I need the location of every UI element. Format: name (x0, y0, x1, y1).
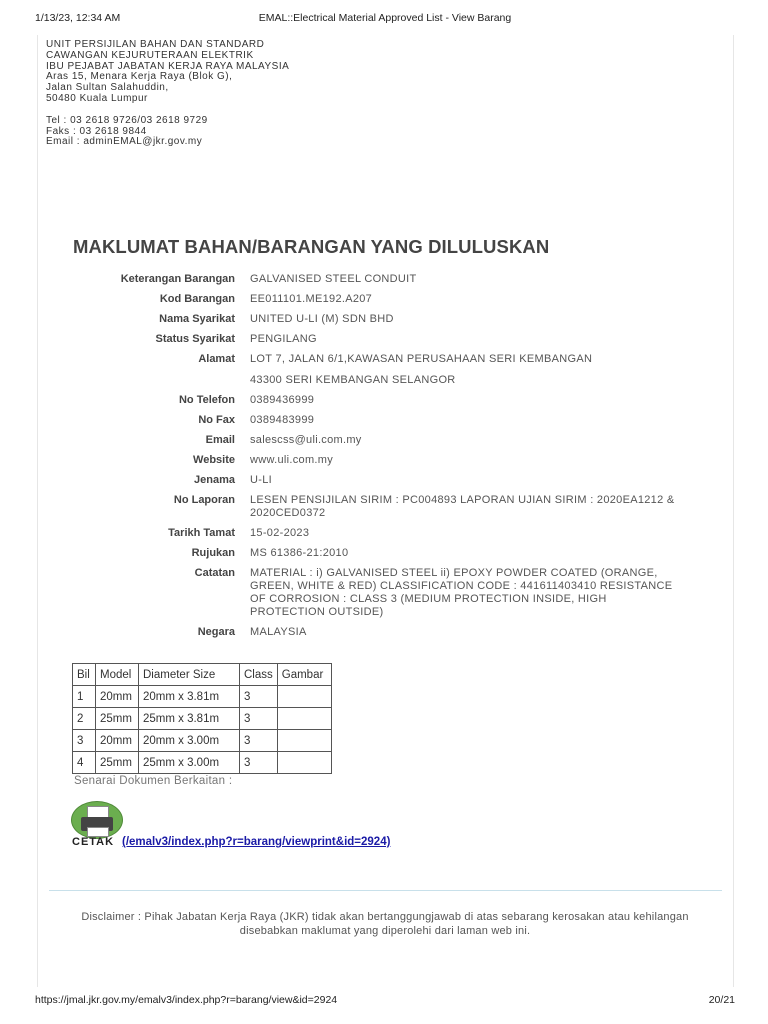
print-link[interactable]: (/emalv3/index.php?r=barang/viewprint&id=2924) (122, 836, 391, 848)
org-line: Jalan Sultan Salahuddin, (46, 82, 169, 94)
detail-row-keterangan (60, 273, 690, 286)
detail-row-email (60, 434, 690, 447)
column-header: Class (240, 664, 278, 686)
detail-label: Keterangan Barangan (120, 273, 235, 285)
table-row (73, 730, 332, 752)
table-cell (277, 708, 331, 730)
org-line: Aras 15, Menara Kerja Raya (Blok G), (46, 71, 233, 83)
table-cell: 25mm x 3.00m (139, 752, 240, 774)
column-header: Model (96, 664, 139, 686)
org-line: IBU PEJABAT JABATAN KERJA RAYA MALAYSIA (46, 60, 290, 72)
detail-row-status (60, 333, 690, 346)
table-cell: 3 (240, 730, 278, 752)
table-row (73, 686, 332, 708)
print-label: CETAK (72, 836, 115, 848)
detail-row-telefon (60, 394, 690, 407)
detail-value: GALVANISED STEEL CONDUIT (250, 273, 417, 285)
page-title: MAKLUMAT BAHAN/BARANGAN YANG DILULUSKAN (73, 236, 550, 257)
detail-value: MS 61386-21:2010 (250, 547, 349, 559)
column-header: Bil (73, 664, 96, 686)
detail-row-fax (60, 414, 690, 427)
detail-label: Nama Syarikat (159, 313, 235, 325)
detail-value: LESEN PENSIJILAN SIRIM : PC004893 LAPORAN UJIAN SIRIM : 2020EA1212 & 2020CED0372 (250, 494, 675, 519)
detail-value (235, 353, 680, 387)
detail-value: PENGILANG (250, 333, 317, 345)
print-button[interactable] (71, 801, 123, 849)
table-cell (277, 686, 331, 708)
table-cell: 4 (73, 752, 96, 774)
table-header-row (73, 664, 332, 686)
disclaimer-line: Disclaimer : Pihak Jabatan Kerja Raya (JKR) tidak akan bertanggungjawab di atas sebarang kerosakan atau kehilangan (81, 911, 689, 923)
printer-icon (71, 801, 123, 839)
detail-row-rujukan (60, 547, 690, 560)
detail-value: salescss@uli.com.my (250, 434, 362, 446)
detail-value: 0389483999 (250, 414, 315, 426)
org-fax: Faks : 03 2618 9844 (46, 125, 147, 137)
detail-label: Catatan (194, 567, 235, 579)
table-cell: 25mm (96, 708, 139, 730)
detail-value: UNITED U-LI (M) SDN BHD (250, 313, 394, 325)
table-cell: 3 (240, 752, 278, 774)
table-row (73, 708, 332, 730)
detail-value: EE011101.ME192.A207 (250, 293, 373, 305)
table-cell: 20mm x 3.00m (139, 730, 240, 752)
detail-label: No Laporan (173, 494, 235, 506)
address-line-1: LOT 7, JALAN 6/1,KAWASAN PERUSAHAAN SERI KEMBANGAN (250, 353, 593, 365)
detail-row-laporan (60, 494, 690, 520)
detail-row-kod (60, 293, 690, 306)
column-header: Diameter Size (139, 664, 240, 686)
detail-label: Alamat (198, 353, 235, 365)
table-cell: 25mm x 3.81m (139, 708, 240, 730)
model-table (72, 663, 332, 774)
table-cell: 1 (73, 686, 96, 708)
table-cell: 20mm x 3.81m (139, 686, 240, 708)
table-cell: 25mm (96, 752, 139, 774)
detail-label: Email (205, 434, 235, 446)
org-line: UNIT PERSIJILAN BAHAN DAN STANDARD (46, 39, 265, 50)
detail-row-website (60, 454, 690, 467)
detail-label: Tarikh Tamat (168, 527, 235, 539)
column-header: Gambar (277, 664, 331, 686)
divider (49, 890, 722, 891)
print-url: https://jmal.jkr.gov.my/emalv3/index.php?r=barang/view&id=2924 (35, 994, 338, 1006)
org-email: Email : adminEMAL@jkr.gov.my (46, 136, 203, 148)
table-cell: 20mm (96, 730, 139, 752)
print-header (35, 12, 735, 26)
detail-value: 15-02-2023 (250, 527, 310, 539)
org-tel: Tel : 03 2618 9726/03 2618 9729 (46, 114, 208, 126)
detail-label: Status Syarikat (155, 333, 235, 345)
detail-label: Website (193, 454, 235, 466)
detail-label: Kod Barangan (159, 293, 235, 305)
disclaimer (70, 911, 700, 938)
detail-row-alamat (60, 353, 690, 387)
detail-label: Rujukan (191, 547, 235, 559)
org-line: 50480 Kuala Lumpur (46, 92, 148, 104)
table-cell (277, 730, 331, 752)
detail-label: No Telefon (178, 394, 235, 406)
detail-label: No Fax (198, 414, 235, 426)
detail-row-tarikh-tamat (60, 527, 690, 540)
print-page-title: EMAL::Electrical Material Approved List - View Barang (258, 12, 512, 24)
related-documents-label: Senarai Dokumen Berkaitan : (74, 775, 233, 787)
detail-value: MATERIAL : i) GALVANISED STEEL ii) EPOXY POWDER COATED (ORANGE, GREEN, WHITE & RED) CLASSIFICATION CODE : 441611403410 RESISTANCE OF CORROSION : CLASS 3 (MEDIUM PROTECTION INSIDE, HIGH PROTECTION OUTSIDE) (250, 567, 673, 618)
print-footer (35, 994, 735, 1008)
detail-label: Jenama (194, 474, 235, 486)
table-cell (277, 752, 331, 774)
print-page-number: 20/21 (708, 994, 735, 1006)
disclaimer-line: disebabkan maklumat yang diperolehi dari laman web ini. (239, 924, 531, 937)
detail-value: U-LI (250, 474, 272, 486)
detail-row-negara (60, 626, 690, 639)
table-cell: 3 (240, 686, 278, 708)
detail-row-nama-syarikat (60, 313, 690, 326)
detail-row-catatan (60, 567, 690, 619)
detail-row-jenama (60, 474, 690, 487)
detail-value: 0389436999 (250, 394, 315, 406)
print-datetime: 1/13/23, 12:34 AM (35, 12, 121, 24)
table-cell: 3 (240, 708, 278, 730)
item-detail-list (60, 273, 690, 646)
detail-value: MALAYSIA (250, 626, 307, 638)
table-row (73, 752, 332, 774)
table-cell: 3 (73, 730, 96, 752)
table-cell: 20mm (96, 686, 139, 708)
address-line-2: 43300 SERI KEMBANGAN SELANGOR (250, 374, 456, 386)
organization-address (46, 40, 289, 148)
detail-label: Negara (197, 626, 235, 638)
table-cell: 2 (73, 708, 96, 730)
org-line: CAWANGAN KEJURUTERAAN ELEKTRIK (46, 49, 254, 61)
detail-value: www.uli.com.my (250, 454, 334, 466)
